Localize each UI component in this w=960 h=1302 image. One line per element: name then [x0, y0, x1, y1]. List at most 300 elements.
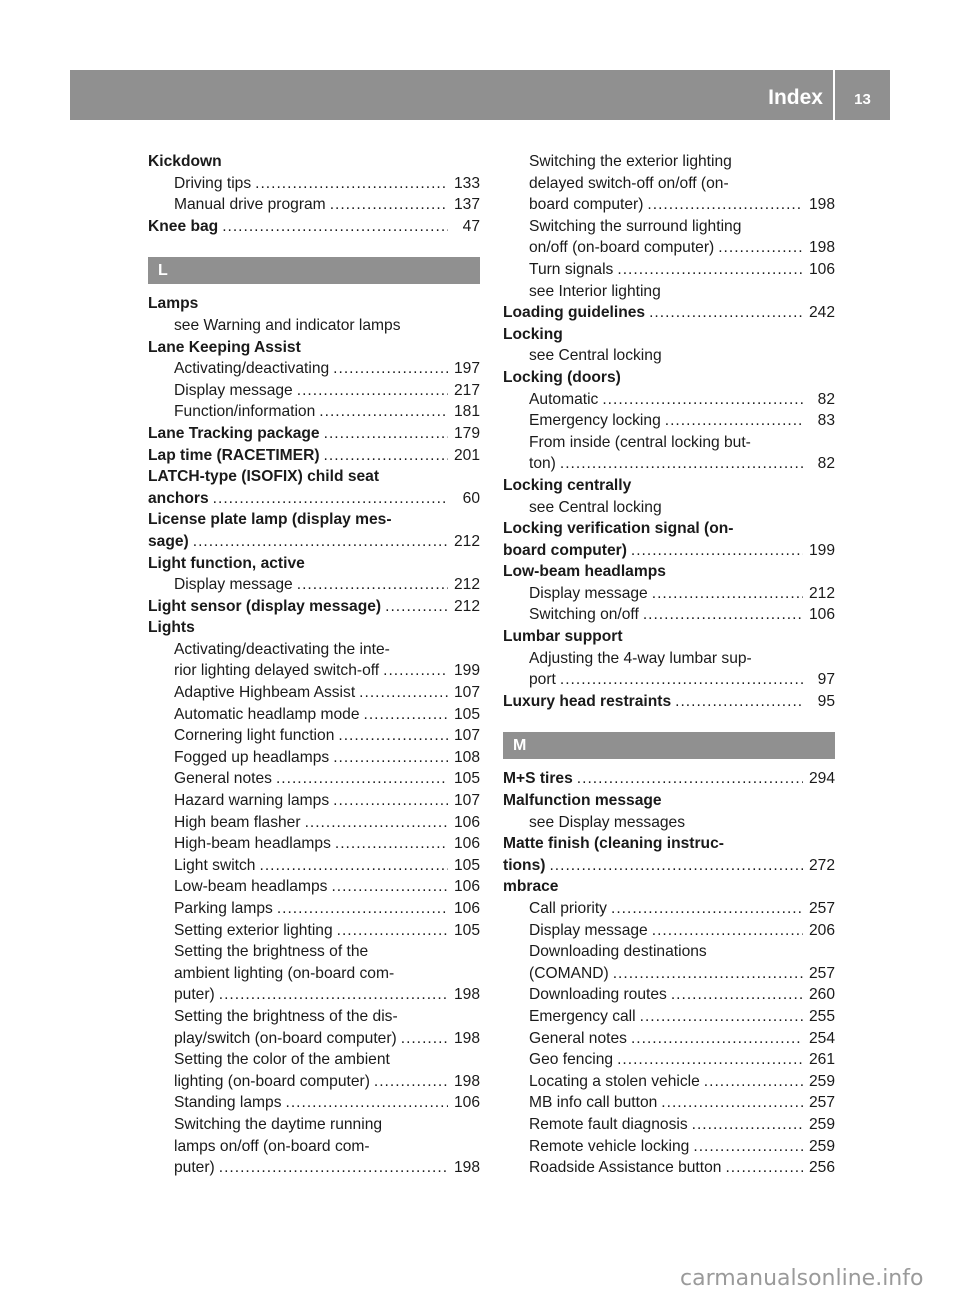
page-reference[interactable]: 197 [453, 360, 480, 378]
dot-leader [297, 380, 448, 402]
entry-label: Switching the surround lighting [529, 217, 742, 235]
entries-l-continued [503, 151, 835, 712]
page-reference[interactable]: 256 [808, 1159, 835, 1177]
index-entry[interactable] [503, 302, 835, 324]
dot-leader [401, 1028, 448, 1050]
page-reference[interactable]: 82 [817, 455, 835, 473]
entry-label: Lap time (RACETIMER) [148, 446, 320, 464]
dot-leader [319, 401, 448, 423]
page-reference[interactable]: 254 [808, 1029, 835, 1047]
dot-leader [631, 1028, 803, 1050]
dot-leader [335, 833, 448, 855]
entry-label: Setting the brightness of the dis- [174, 1007, 398, 1025]
index-subentry[interactable] [503, 1028, 835, 1050]
page-reference[interactable]: 181 [453, 403, 480, 421]
entry-label: Lane Tracking package [148, 424, 320, 442]
page-reference[interactable]: 242 [808, 304, 835, 322]
entry-label: Lights [148, 619, 195, 637]
entry-label: Call priority [529, 900, 607, 917]
entry-label: ton) [529, 455, 556, 473]
index-subentry[interactable] [148, 704, 480, 726]
index-entry[interactable] [148, 596, 480, 618]
entry-label: Remote vehicle locking [529, 1137, 690, 1155]
index-subentry[interactable] [148, 790, 480, 812]
entry-label: Adaptive Highbeam Assist [174, 684, 356, 702]
page-reference[interactable]: 199 [808, 541, 835, 559]
entry-label: General notes [174, 770, 272, 788]
dot-leader [692, 1114, 803, 1136]
index-subentry [503, 281, 835, 303]
page-reference[interactable]: 60 [462, 489, 480, 507]
dot-leader [647, 194, 803, 216]
page-reference[interactable]: 106 [453, 813, 480, 831]
index-subentry[interactable] [503, 1071, 835, 1093]
index-entry[interactable] [503, 540, 835, 562]
dot-leader [611, 898, 803, 920]
index-subentry [148, 1136, 480, 1158]
index-subentry [503, 345, 835, 367]
index-subentry[interactable] [503, 1114, 835, 1136]
index-entry[interactable] [148, 216, 480, 238]
page-reference[interactable]: 199 [453, 662, 480, 680]
index-subentry[interactable] [148, 1157, 480, 1179]
page-reference[interactable]: 259 [808, 1137, 835, 1155]
dot-leader [693, 1136, 803, 1158]
index-subentry[interactable] [148, 920, 480, 942]
entry-label: Loading guidelines [503, 304, 646, 322]
entry-label: Cornering light function [174, 727, 335, 745]
index-subentry[interactable] [503, 984, 835, 1006]
entry-label: Lumbar support [503, 628, 623, 646]
dot-leader [374, 1071, 448, 1093]
index-subentry[interactable] [503, 389, 835, 411]
index-entry [503, 626, 835, 648]
index-entry [148, 151, 480, 173]
dot-leader [704, 1071, 803, 1093]
index-entry [503, 475, 835, 497]
entry-label: Kickdown [148, 153, 222, 170]
dot-leader [286, 1092, 448, 1114]
entry-label: Display message [174, 576, 293, 594]
dot-leader [338, 725, 448, 747]
entry-label: Remote fault diagnosis [529, 1115, 688, 1133]
index-subentry[interactable] [148, 898, 480, 920]
entry-label: Geo fencing [529, 1051, 614, 1069]
entry-label: Parking lamps [174, 900, 273, 917]
page-reference[interactable]: 217 [453, 381, 480, 399]
letter-header-l: L [148, 257, 480, 284]
index-subentry[interactable] [148, 833, 480, 855]
index-entry[interactable] [503, 855, 835, 877]
index-subentry[interactable] [148, 358, 480, 380]
index-subentry[interactable] [148, 660, 480, 682]
entries-l [148, 293, 480, 1178]
entry-label: High-beam headlamps [174, 835, 331, 853]
page-reference[interactable]: 106 [453, 900, 480, 917]
entry-label: Manual drive program [174, 196, 326, 214]
index-subentry[interactable] [148, 574, 480, 596]
index-subentry[interactable] [503, 1157, 835, 1179]
page-reference[interactable]: 106 [453, 1094, 480, 1112]
dot-leader [560, 453, 803, 475]
dot-leader [222, 216, 448, 238]
page-reference[interactable]: 272 [808, 856, 835, 874]
index-subentry[interactable] [503, 259, 835, 281]
entry-label: General notes [529, 1029, 627, 1047]
page-reference[interactable]: 83 [817, 412, 835, 430]
entry-label: rior lighting delayed switch-off [174, 662, 380, 680]
index-entry [503, 561, 835, 583]
entry-label: Malfunction message [503, 792, 662, 810]
page-reference[interactable]: 255 [808, 1007, 835, 1025]
entry-label: Hazard warning lamps [174, 792, 330, 810]
entry-label: M+S tires [503, 770, 573, 788]
index-entry [148, 293, 480, 315]
entry-label: puter) [174, 986, 215, 1004]
page-number: 13 [854, 91, 871, 108]
dot-leader [725, 1157, 803, 1179]
entry-label: Driving tips [174, 174, 252, 192]
entry-label: Automatic headlamp mode [174, 705, 360, 723]
entry-label: port [529, 671, 556, 689]
index-entry[interactable] [148, 488, 480, 510]
index-subentry[interactable] [503, 604, 835, 626]
dot-leader [613, 963, 803, 985]
entry-label: delayed switch-off on/off (on- [529, 174, 729, 192]
entry-label: LATCH-type (ISOFIX) child seat [148, 468, 380, 486]
index-entry [503, 790, 835, 812]
page-reference[interactable]: 47 [462, 217, 480, 235]
index-subentry [148, 941, 480, 963]
index-subentry [503, 216, 835, 238]
entry-label: Setting the brightness of the [174, 943, 369, 961]
index-subentry[interactable] [148, 401, 480, 423]
page-reference[interactable]: 257 [808, 964, 835, 982]
entries-k [148, 151, 480, 237]
entry-label: Luxury head restraints [503, 692, 672, 710]
index-entry[interactable] [148, 531, 480, 553]
index-subentry[interactable] [148, 1028, 480, 1050]
page-reference[interactable]: 198 [453, 1029, 480, 1047]
index-subentry[interactable] [503, 898, 835, 920]
entry-label: tions) [503, 856, 546, 874]
index-subentry[interactable] [148, 1092, 480, 1114]
page-reference[interactable]: 106 [808, 260, 835, 278]
index-entry [148, 617, 480, 639]
dot-leader [665, 410, 803, 432]
index-subentry[interactable] [148, 768, 480, 790]
entry-label: Adjusting the 4-way lumbar sup- [529, 649, 752, 667]
index-entry [148, 509, 480, 531]
dot-leader [213, 488, 448, 510]
dot-leader [255, 173, 448, 195]
index-subentry[interactable] [148, 725, 480, 747]
entry-label: Low-beam headlamps [174, 878, 328, 896]
dot-leader [277, 898, 448, 920]
index-entry[interactable] [503, 768, 835, 790]
entry-label: puter) [174, 1159, 215, 1177]
entry-label: see Central locking [529, 347, 662, 365]
index-subentry[interactable] [148, 876, 480, 898]
entry-label: anchors [148, 489, 209, 507]
entry-label: Low-beam headlamps [503, 563, 666, 581]
entry-label: Automatic [529, 390, 599, 408]
entry-label: Display message [529, 584, 648, 602]
page-reference[interactable]: 95 [817, 692, 835, 710]
page-header [70, 70, 890, 120]
dot-leader [577, 768, 803, 790]
page-reference[interactable]: 201 [453, 446, 480, 464]
page-reference[interactable]: 105 [453, 770, 480, 788]
page-reference[interactable]: 294 [808, 770, 835, 788]
entry-label: (COMAND) [529, 964, 609, 982]
index-entry [148, 337, 480, 359]
index-subentry [503, 941, 835, 963]
dot-leader [617, 259, 803, 281]
index-entry[interactable] [148, 445, 480, 467]
page-reference[interactable]: 206 [808, 921, 835, 939]
dot-leader [333, 747, 448, 769]
index-subentry[interactable] [503, 237, 835, 259]
index-entry [148, 553, 480, 575]
page-reference[interactable]: 212 [453, 576, 480, 594]
page-reference[interactable]: 106 [453, 835, 480, 853]
page-reference[interactable]: 97 [817, 671, 835, 689]
page-reference[interactable]: 261 [808, 1051, 835, 1069]
entry-label: License plate lamp (display mes- [148, 511, 392, 529]
index-subentry[interactable] [148, 173, 480, 195]
page-reference[interactable]: 106 [808, 606, 835, 624]
page-reference[interactable]: 198 [453, 1072, 480, 1090]
entry-label: Setting the color of the ambient [174, 1051, 390, 1069]
index-subentry [503, 432, 835, 454]
page-reference[interactable]: 107 [453, 792, 480, 810]
entry-label: Emergency locking [529, 412, 661, 430]
page-reference[interactable]: 133 [453, 174, 480, 192]
entry-label: Switching on/off [529, 606, 639, 624]
entry-label: sage) [148, 532, 189, 550]
entry-label: Function/information [174, 403, 316, 421]
index-column-left [148, 151, 480, 1179]
entry-label: Switching the daytime running [174, 1115, 383, 1133]
dot-leader [330, 194, 448, 216]
entry-label: mbrace [503, 878, 559, 896]
entry-label: Locating a stolen vehicle [529, 1072, 700, 1090]
index-entry[interactable] [148, 423, 480, 445]
index-subentry[interactable] [148, 984, 480, 1006]
dot-leader [385, 596, 448, 618]
index-subentry[interactable] [148, 1071, 480, 1093]
entry-label: Display message [529, 921, 648, 939]
dot-leader [333, 790, 448, 812]
entry-label: Light sensor (display message) [148, 597, 382, 615]
entry-label: lighting (on-board computer) [174, 1072, 370, 1090]
index-entry [503, 876, 835, 898]
dot-leader [652, 920, 803, 942]
page-reference[interactable]: 179 [453, 424, 480, 442]
entry-label: Switching the exterior lighting [529, 153, 732, 170]
index-subentry[interactable] [503, 1136, 835, 1158]
page-reference[interactable]: 212 [453, 532, 480, 550]
page-reference[interactable]: 105 [453, 705, 480, 723]
dot-leader [652, 583, 803, 605]
entry-label: see Interior lighting [529, 282, 661, 300]
dot-leader [337, 920, 448, 942]
dot-leader [617, 1049, 803, 1071]
index-subentry[interactable] [148, 380, 480, 402]
entry-label: MB info call button [529, 1094, 658, 1112]
dot-leader [359, 682, 448, 704]
dot-leader [560, 669, 803, 691]
index-subentry[interactable] [503, 963, 835, 985]
dot-leader [259, 855, 447, 877]
dot-leader [364, 704, 448, 726]
index-subentry[interactable] [503, 1049, 835, 1071]
entry-label: Knee bag [148, 217, 219, 235]
dot-leader [324, 423, 448, 445]
page-reference[interactable]: 259 [808, 1115, 835, 1133]
entry-label: ambient lighting (on-board com- [174, 964, 395, 982]
dot-leader [333, 358, 448, 380]
dot-leader [631, 540, 803, 562]
index-subentry [148, 639, 480, 661]
page-reference[interactable]: 106 [453, 878, 480, 896]
entry-label: Display message [174, 381, 293, 399]
dot-leader [675, 691, 803, 713]
dot-leader [602, 389, 803, 411]
index-subentry[interactable] [503, 920, 835, 942]
page-reference[interactable]: 137 [453, 196, 480, 214]
entry-label: see Warning and indicator lamps [174, 316, 401, 334]
index-entry [503, 324, 835, 346]
page-reference[interactable]: 198 [453, 1159, 480, 1177]
index-subentry [503, 497, 835, 519]
entry-label: Downloading routes [529, 986, 667, 1004]
index-subentry [148, 1006, 480, 1028]
index-subentry[interactable] [148, 682, 480, 704]
entry-label: Locking (doors) [503, 368, 621, 386]
index-entry [503, 518, 835, 540]
index-subentry[interactable] [148, 194, 480, 216]
page-reference[interactable]: 198 [808, 239, 835, 257]
entry-label: Light function, active [148, 554, 305, 572]
page-reference[interactable]: 82 [817, 390, 835, 408]
index-subentry[interactable] [148, 812, 480, 834]
page-reference[interactable]: 108 [453, 748, 480, 766]
index-subentry[interactable] [148, 747, 480, 769]
entries-m [503, 768, 835, 1178]
letter-header-m: M [503, 732, 835, 759]
dot-leader [219, 984, 448, 1006]
entry-label: Setting exterior lighting [174, 921, 333, 939]
index-subentry [503, 812, 835, 834]
entry-label: Light switch [174, 856, 256, 874]
index-subentry[interactable] [503, 453, 835, 475]
index-entry[interactable] [503, 691, 835, 713]
index-entry [148, 466, 480, 488]
page-reference[interactable]: 212 [808, 584, 835, 602]
page-reference[interactable]: 105 [453, 856, 480, 874]
dot-leader [649, 302, 803, 324]
dot-leader [549, 855, 803, 877]
dot-leader [219, 1157, 448, 1179]
page-reference[interactable]: 257 [808, 900, 835, 917]
dot-leader [324, 445, 448, 467]
index-subentry[interactable] [503, 1006, 835, 1028]
index-subentry [503, 173, 835, 195]
index-subentry[interactable] [503, 1092, 835, 1114]
page-reference[interactable]: 257 [808, 1094, 835, 1112]
index-subentry [148, 963, 480, 985]
entry-label: Locking centrally [503, 476, 632, 494]
index-subentry[interactable] [503, 194, 835, 216]
page-reference[interactable]: 105 [453, 921, 480, 939]
dot-leader [383, 660, 448, 682]
page-reference[interactable]: 198 [808, 196, 835, 214]
entry-label: Downloading destinations [529, 943, 707, 961]
index-subentry [148, 1049, 480, 1071]
entry-label: Matte finish (cleaning instruc- [503, 835, 724, 853]
entry-label: board computer) [503, 541, 627, 559]
index-subentry[interactable] [503, 410, 835, 432]
entry-label: Turn signals [529, 260, 614, 278]
index-subentry[interactable] [503, 669, 835, 691]
entry-label: see Central locking [529, 498, 662, 516]
entry-label: Fogged up headlamps [174, 748, 330, 766]
page-reference[interactable]: 107 [453, 684, 480, 702]
entry-label: Activating/deactivating the inte- [174, 640, 390, 658]
dot-leader [661, 1092, 803, 1114]
dot-leader [305, 812, 448, 834]
dot-leader [718, 237, 803, 259]
entry-label: Lamps [148, 295, 199, 313]
entry-label: Activating/deactivating [174, 360, 330, 378]
page-reference[interactable]: 198 [453, 986, 480, 1004]
page-reference[interactable]: 212 [453, 597, 480, 615]
section-title: Index [768, 86, 823, 109]
index-subentry[interactable] [148, 855, 480, 877]
index-subentry [503, 151, 835, 173]
entry-label: on/off (on-board computer) [529, 239, 715, 257]
dot-leader [671, 984, 803, 1006]
entry-label: Locking verification signal (on- [503, 520, 734, 538]
dot-leader [193, 531, 448, 553]
dot-leader [331, 876, 448, 898]
entry-label: lamps on/off (on-board com- [174, 1137, 370, 1155]
entry-label: Standing lamps [174, 1094, 282, 1112]
dot-leader [276, 768, 448, 790]
entry-label: see Display messages [529, 813, 686, 831]
index-subentry[interactable] [503, 583, 835, 605]
index-subentry [503, 648, 835, 670]
page-reference[interactable]: 107 [453, 727, 480, 745]
index-entry [503, 367, 835, 389]
entry-label: Lane Keeping Assist [148, 338, 301, 356]
entry-label: Locking [503, 325, 563, 343]
index-subentry [148, 315, 480, 337]
entry-label: play/switch (on-board computer) [174, 1029, 397, 1047]
dot-leader [640, 1006, 803, 1028]
entry-label: High beam flasher [174, 813, 301, 831]
index-entry [503, 833, 835, 855]
index-column-right [503, 151, 835, 1179]
page-reference[interactable]: 260 [808, 986, 835, 1004]
page-reference[interactable]: 259 [808, 1072, 835, 1090]
entry-label: Emergency call [529, 1007, 636, 1025]
watermark: carmanualsonline.info [680, 1266, 924, 1291]
entry-label: From inside (central locking but- [529, 433, 751, 451]
dot-leader [297, 574, 448, 596]
